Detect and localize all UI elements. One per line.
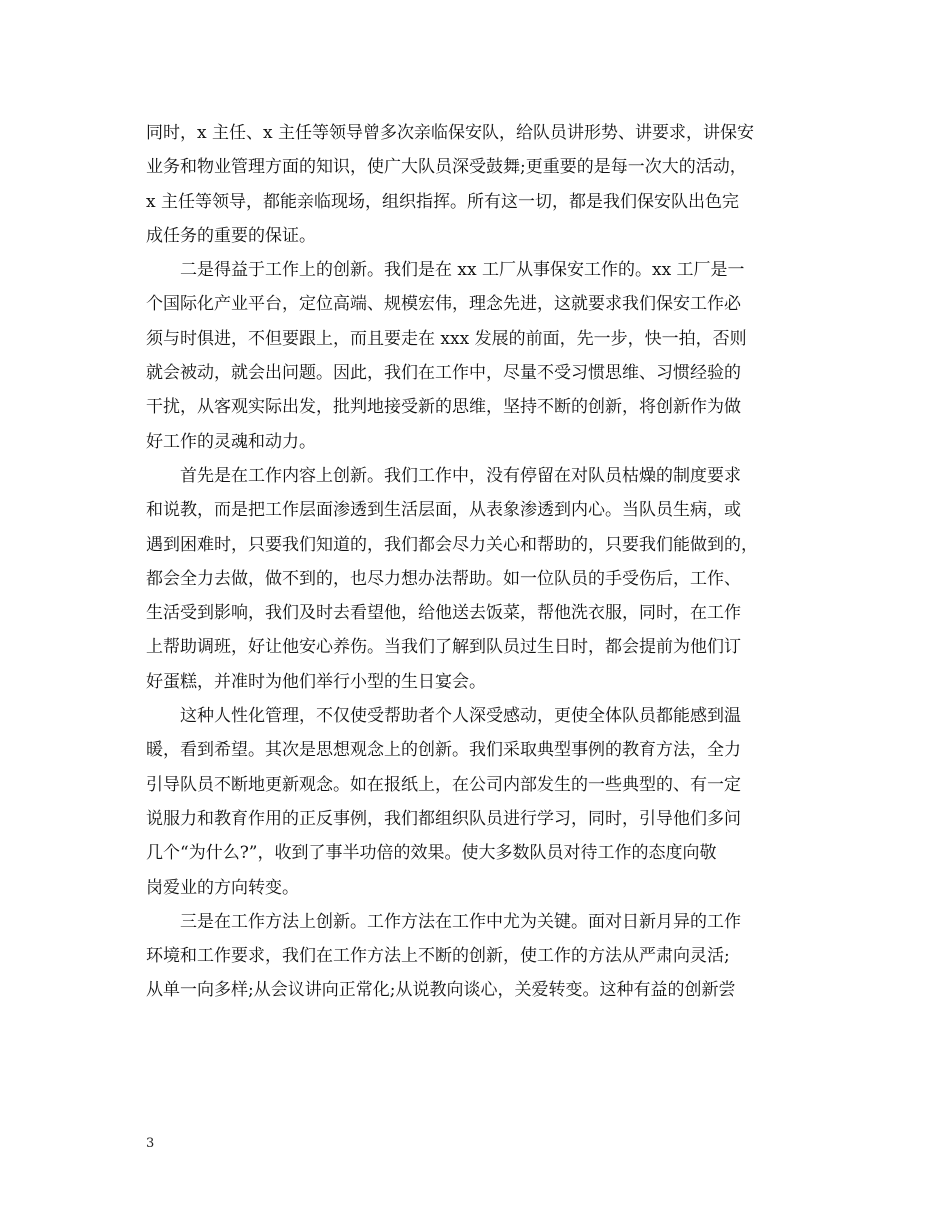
text-line: 说服力和教育作用的正反事例，我们都组织队员进行学习，同时，引导他们多问 bbox=[146, 808, 741, 829]
text-line: 岗爱业的方向转变。 bbox=[146, 877, 299, 898]
text-line: x 主任等领导，都能亲临现场，组织指挥。所有这一切，都是我们保安队出色完 bbox=[146, 191, 739, 212]
text-line: 干扰，从客观实际出发，批判地接受新的思维，坚持不断的创新，将创新作为做 bbox=[146, 397, 741, 418]
text-line: 生活受到影响，我们及时去看望他，给他送去饭菜，帮他洗衣服，同时，在工作 bbox=[146, 603, 741, 624]
text-line: 首先是在工作内容上创新。我们工作中，没有停留在对队员枯燥的制度要求 bbox=[146, 465, 741, 486]
body-text bbox=[146, 116, 806, 1008]
text-line: 好蛋糕，并准时为他们举行小型的生日宴会。 bbox=[146, 671, 486, 692]
text-line: 同时，x 主任、x 主任等领导曾多次亲临保安队，给队员讲形势、讲要求，讲保安 bbox=[146, 123, 754, 143]
text-line: 个国际化产业平台，定位高端、规模宏伟，理念先进，这就要求我们保安工作必 bbox=[146, 294, 741, 315]
text-line: 业务和物业管理方面的知识，使广大队员深受鼓舞;更重要的是每一次大的活动， bbox=[146, 157, 747, 178]
text-line: 二是得益于工作上的创新。我们是在 xx 工厂从事保安工作的。xx 工厂是一 bbox=[146, 260, 745, 281]
text-line: 环境和工作要求，我们在工作方法上不断的创新，使工作的方法从严肃向灵活; bbox=[146, 946, 730, 967]
text-line: 引导队员不断地更新观念。如在报纸上，在公司内部发生的一些典型的、有一定 bbox=[146, 774, 741, 795]
text-line: 好工作的灵魂和动力。 bbox=[146, 431, 316, 452]
text-line: 三是在工作方法上创新。工作方法在工作中尤为关键。面对日新月异的工作 bbox=[146, 911, 741, 932]
text-line: 和说教，而是把工作层面渗透到生活层面，从表象渗透到内心。当队员生病，或 bbox=[146, 500, 741, 521]
text-line: 从单一向多样;从会议讲向正常化;从说教向谈心，关爱转变。这种有益的创新尝 bbox=[146, 980, 736, 1001]
text-line: 都会全力去做，做不到的，也尽力想办法帮助。如一位队员的手受伤后，工作、 bbox=[146, 568, 741, 589]
text-line: 几个“为什么?”，收到了事半功倍的效果。使大多数队员对待工作的态度向敬 bbox=[146, 843, 717, 864]
text-line: 遇到困难时，只要我们知道的，我们都会尽力关心和帮助的，只要我们能做到的， bbox=[146, 534, 758, 555]
text-line: 这种人性化管理，不仅使受帮助者个人深受感动，更使全体队员都能感到温 bbox=[146, 706, 741, 727]
text-line: 成任务的重要的保证。 bbox=[146, 225, 316, 246]
page-number: 3 bbox=[146, 1136, 155, 1151]
text-line: 暖，看到希望。其次是思想观念上的创新。我们采取典型事例的教育方法，全力 bbox=[146, 740, 741, 761]
text-line: 上帮助调班，好让他安心养伤。当我们了解到队员过生日时，都会提前为他们订 bbox=[146, 637, 741, 658]
text-line: 就会被动，就会出问题。因此，我们在工作中，尽量不受习惯思维、习惯经验的 bbox=[146, 363, 741, 384]
text-line: 须与时俱进，不但要跟上，而且要走在 xxx 发展的前面，先一步，快一拍，否则 bbox=[146, 328, 747, 349]
